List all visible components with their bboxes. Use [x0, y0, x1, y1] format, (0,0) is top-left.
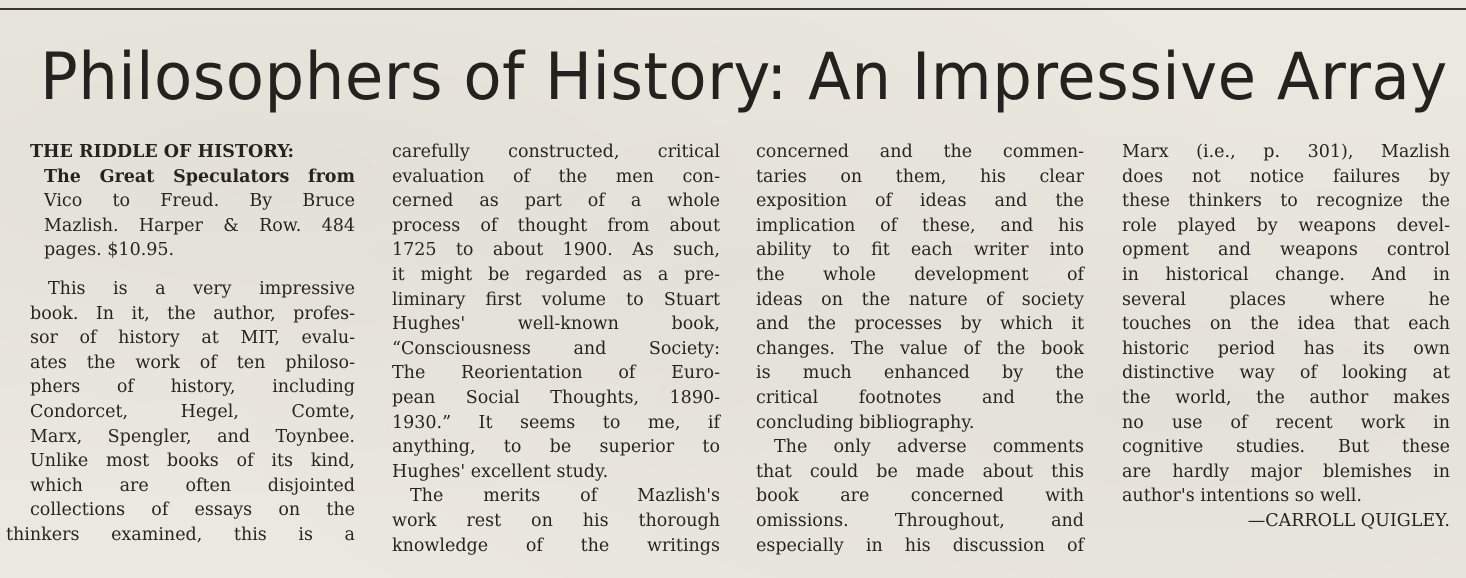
text-line: concerned and the commen- — [756, 142, 1084, 162]
text-line: Marx (i.e., p. 301), Mazlish — [1122, 142, 1450, 162]
column-4 — [1122, 140, 1450, 570]
text-line: that could be made about this — [756, 461, 1084, 482]
book-info-line: Mazlish. Harper & Row. 484 — [44, 215, 355, 236]
text-line: several places where he — [1122, 289, 1450, 310]
text-line: these thinkers to recognize the — [1122, 191, 1450, 212]
text-line: book are concerned with — [756, 486, 1084, 507]
text-line: liminary first volume to Stuart — [392, 289, 720, 310]
text-line: opment and weapons control — [1122, 240, 1450, 261]
text-line: The Reorientation of Euro- — [392, 363, 720, 384]
text-line: knowledge of the writings — [392, 535, 720, 556]
text-line: the whole development of — [756, 264, 1084, 285]
book-info-line: Vico to Freud. By Bruce — [44, 191, 355, 212]
text-line: changes. The value of the book — [756, 338, 1084, 359]
text-line: process of thought from about — [392, 215, 720, 236]
headline: Philosophers of History: An Impressive Array — [40, 40, 1448, 115]
text-line: which are often disjointed — [30, 475, 355, 496]
byline: —CARROLL QUIGLEY. — [1247, 510, 1450, 531]
column-2 — [392, 140, 720, 570]
text-line: cognitive studies. But these — [1122, 437, 1450, 458]
text-line: thinkers examined, this is a — [6, 524, 355, 545]
text-line: implication of these, and his — [756, 215, 1084, 236]
text-line: pean Social Thoughts, 1890- — [392, 387, 720, 408]
text-line: Unlike most books of its kind, — [30, 451, 355, 472]
text-line: concluding bibliography. — [756, 412, 975, 433]
text-line: especially in his discussion of — [756, 535, 1084, 556]
text-line: critical footnotes and the — [756, 387, 1084, 408]
text-line: no use of recent work in — [1122, 412, 1450, 433]
text-line: 1930.” It seems to me, if — [392, 412, 720, 433]
book-info-line: The Great Speculators from — [44, 166, 355, 187]
book-info-line: pages. $10.95. — [44, 240, 175, 261]
text-line: are hardly major blemishes in — [1122, 461, 1450, 482]
text-line: and the processes by which it — [756, 314, 1084, 335]
text-line: Hughes' excellent study. — [392, 461, 609, 482]
text-line: in historical change. And in — [1122, 264, 1450, 285]
text-line: evaluation of the men con- — [392, 166, 720, 187]
text-line: is much enhanced by the — [756, 363, 1084, 384]
spacer — [30, 263, 355, 277]
text-line: Condorcet, Hegel, Comte, — [30, 401, 355, 422]
text-line: 1725 to about 1900. As such, — [392, 240, 720, 261]
text-line: taries on them, his clear — [756, 166, 1084, 187]
book-title-line: THE RIDDLE OF HISTORY: — [30, 142, 294, 162]
text-line: Hughes' well-known book, — [392, 314, 720, 335]
column-1 — [6, 140, 355, 570]
text-line: ability to fit each writer into — [756, 240, 1084, 261]
text-line: The only adverse comments — [774, 437, 1084, 458]
text-line: distinctive way of looking at — [1122, 363, 1450, 384]
column-3 — [756, 140, 1084, 570]
text-line: exposition of ideas and the — [756, 191, 1084, 212]
text-line: anything, to be superior to — [392, 437, 720, 458]
text-line: the world, the author makes — [1122, 387, 1450, 408]
text-line: book. In it, the author, profes- — [30, 303, 355, 324]
text-line: carefully constructed, critical — [392, 142, 720, 162]
text-line: author's intentions so well. — [1122, 486, 1362, 507]
text-line: “Consciousness and Society: — [392, 338, 720, 359]
text-line: ates the work of ten philoso- — [30, 352, 355, 373]
text-line: phers of history, including — [30, 377, 355, 398]
text-line: cerned as part of a whole — [392, 191, 720, 212]
top-rule — [0, 8, 1466, 10]
text-line: does not notice failures by — [1122, 166, 1450, 187]
text-line: work rest on his thorough — [392, 510, 720, 531]
text-line: ideas on the nature of society — [756, 289, 1084, 310]
text-line: Marx, Spengler, and Toynbee. — [30, 426, 355, 447]
text-line: historic period has its own — [1122, 338, 1450, 359]
text-line: omissions. Throughout, and — [756, 510, 1084, 531]
text-line: collections of essays on the — [30, 500, 355, 521]
text-line: sor of history at MIT, evalu- — [30, 328, 355, 349]
text-line: touches on the idea that each — [1122, 314, 1450, 335]
text-line: The merits of Mazlish's — [410, 486, 720, 507]
text-line: it might be regarded as a pre- — [392, 264, 720, 285]
text-line: role played by weapons devel- — [1122, 215, 1450, 236]
text-line: This is a very impressive — [48, 278, 355, 299]
